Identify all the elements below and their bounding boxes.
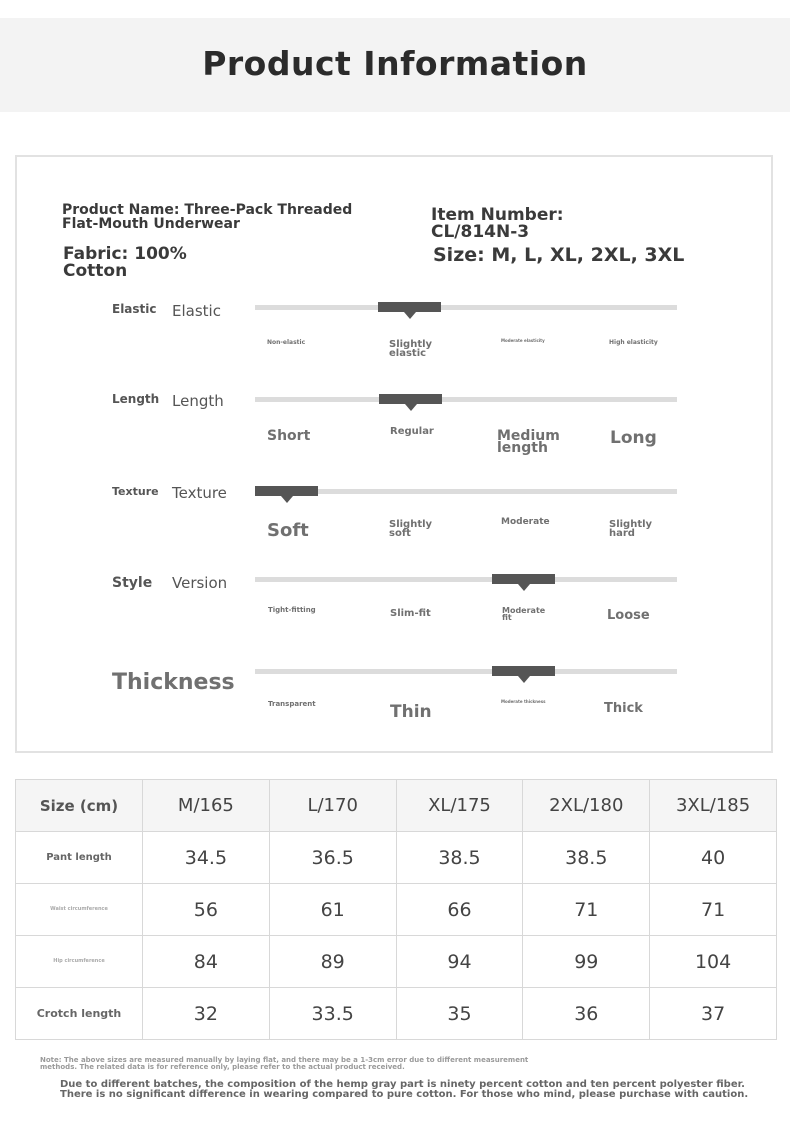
attribute-option: Slightly soft — [389, 519, 433, 539]
table-cell: 38.5 — [396, 832, 523, 884]
table-cell: 38.5 — [523, 832, 650, 884]
attribute-option: Slightly hard — [609, 519, 653, 539]
attribute-option: Moderate elasticity — [501, 338, 545, 343]
attribute-option: Slim-fit — [390, 608, 431, 619]
attribute-option: Thick — [604, 701, 643, 716]
size-list: Size: M, L, XL, 2XL, 3XL — [433, 244, 685, 266]
attribute-label-en: Texture — [112, 485, 159, 498]
table-cell: 94 — [396, 936, 523, 988]
attribute-option: Tight-fitting — [268, 606, 316, 614]
size-table-corner: Size (cm) — [16, 780, 143, 832]
fabric: Fabric: 100% Cotton — [63, 244, 187, 281]
table-cell: 37 — [650, 988, 777, 1040]
attribute-option: Moderate — [501, 517, 550, 527]
attribute-marker — [378, 302, 441, 312]
attribute-marker — [492, 666, 555, 676]
attribute-label-en: Thickness — [112, 670, 235, 695]
table-cell: 71 — [650, 884, 777, 936]
attribute-option: Short — [267, 428, 311, 444]
attribute-option: Regular — [390, 426, 434, 437]
item-number: Item Number: CL/814N-3 — [431, 205, 564, 242]
attribute-scale — [255, 669, 677, 674]
table-cell: 36 — [523, 988, 650, 1040]
table-cell: 56 — [143, 884, 270, 936]
table-cell: 99 — [523, 936, 650, 988]
product-info-card — [15, 155, 773, 753]
table-cell: 84 — [143, 936, 270, 988]
table-cell: 35 — [396, 988, 523, 1040]
attribute-label: Version — [172, 574, 228, 592]
size-table-header-row — [16, 780, 777, 832]
attribute-option: Moderate thickness — [501, 699, 546, 704]
table-cell: 33.5 — [269, 988, 396, 1040]
table-row — [16, 936, 777, 988]
table-row — [16, 988, 777, 1040]
attribute-marker — [255, 486, 318, 496]
attribute-option: Slightly elastic — [389, 339, 433, 359]
attribute-option: Transparent — [268, 700, 316, 708]
attribute-option: Long — [610, 428, 657, 448]
row-label: Crotch length — [16, 988, 143, 1040]
attribute-label: Texture — [172, 484, 227, 502]
size-column-header: XL/175 — [396, 780, 523, 832]
attribute-scale — [255, 577, 677, 582]
attribute-label-en: Style — [112, 575, 153, 591]
table-cell: 66 — [396, 884, 523, 936]
table-cell: 34.5 — [143, 832, 270, 884]
table-cell: 32 — [143, 988, 270, 1040]
attribute-option: Non-elastic — [267, 339, 306, 346]
table-cell: 40 — [650, 832, 777, 884]
composition-note: Due to different batches, the composition of the hemp gray part is ninety percent cotton and ten percent polyester fiber. There is no significant difference in wearing compared to pure cotton. For those who mind, please purchase with caution. — [60, 1079, 749, 1100]
attribute-scale — [255, 305, 677, 310]
attribute-option: Medium length — [497, 428, 560, 456]
attribute-marker — [379, 394, 442, 404]
attribute-label-en: Elastic — [112, 302, 157, 316]
attribute-label: Length — [172, 392, 224, 410]
table-cell: 61 — [269, 884, 396, 936]
page-title: Product Information — [202, 44, 588, 83]
table-row — [16, 884, 777, 936]
table-row — [16, 832, 777, 884]
table-cell: 36.5 — [269, 832, 396, 884]
size-column-header: M/165 — [143, 780, 270, 832]
row-label: Waist circumference — [16, 884, 143, 936]
size-column-header: 3XL/185 — [650, 780, 777, 832]
attribute-option: Soft — [267, 520, 309, 541]
size-column-header: 2XL/180 — [523, 780, 650, 832]
attribute-option: Moderate fit — [502, 606, 546, 622]
attribute-marker — [492, 574, 555, 584]
table-cell: 104 — [650, 936, 777, 988]
attribute-option: Loose — [607, 608, 650, 623]
attribute-label: Elastic — [172, 302, 221, 320]
attribute-scale — [255, 397, 677, 402]
size-table — [15, 779, 777, 1040]
product-name: Product Name: Three-Pack Threaded Flat-Mouth Underwear — [62, 202, 353, 232]
table-cell: 71 — [523, 884, 650, 936]
attribute-option: High elasticity — [609, 339, 658, 346]
attribute-label-en: Length — [112, 392, 160, 406]
attribute-scale — [255, 489, 677, 494]
row-label: Pant length — [16, 832, 143, 884]
table-cell: 89 — [269, 936, 396, 988]
size-column-header: L/170 — [269, 780, 396, 832]
attribute-option: Thin — [390, 702, 432, 722]
row-label: Hip circumference — [16, 936, 143, 988]
measurement-note: Note: The above sizes are measured manually by laying flat, and there may be a 1-3cm error due to different measurement methods. The related data is for reference only, please refer to the actual product received. — [40, 1056, 529, 1071]
